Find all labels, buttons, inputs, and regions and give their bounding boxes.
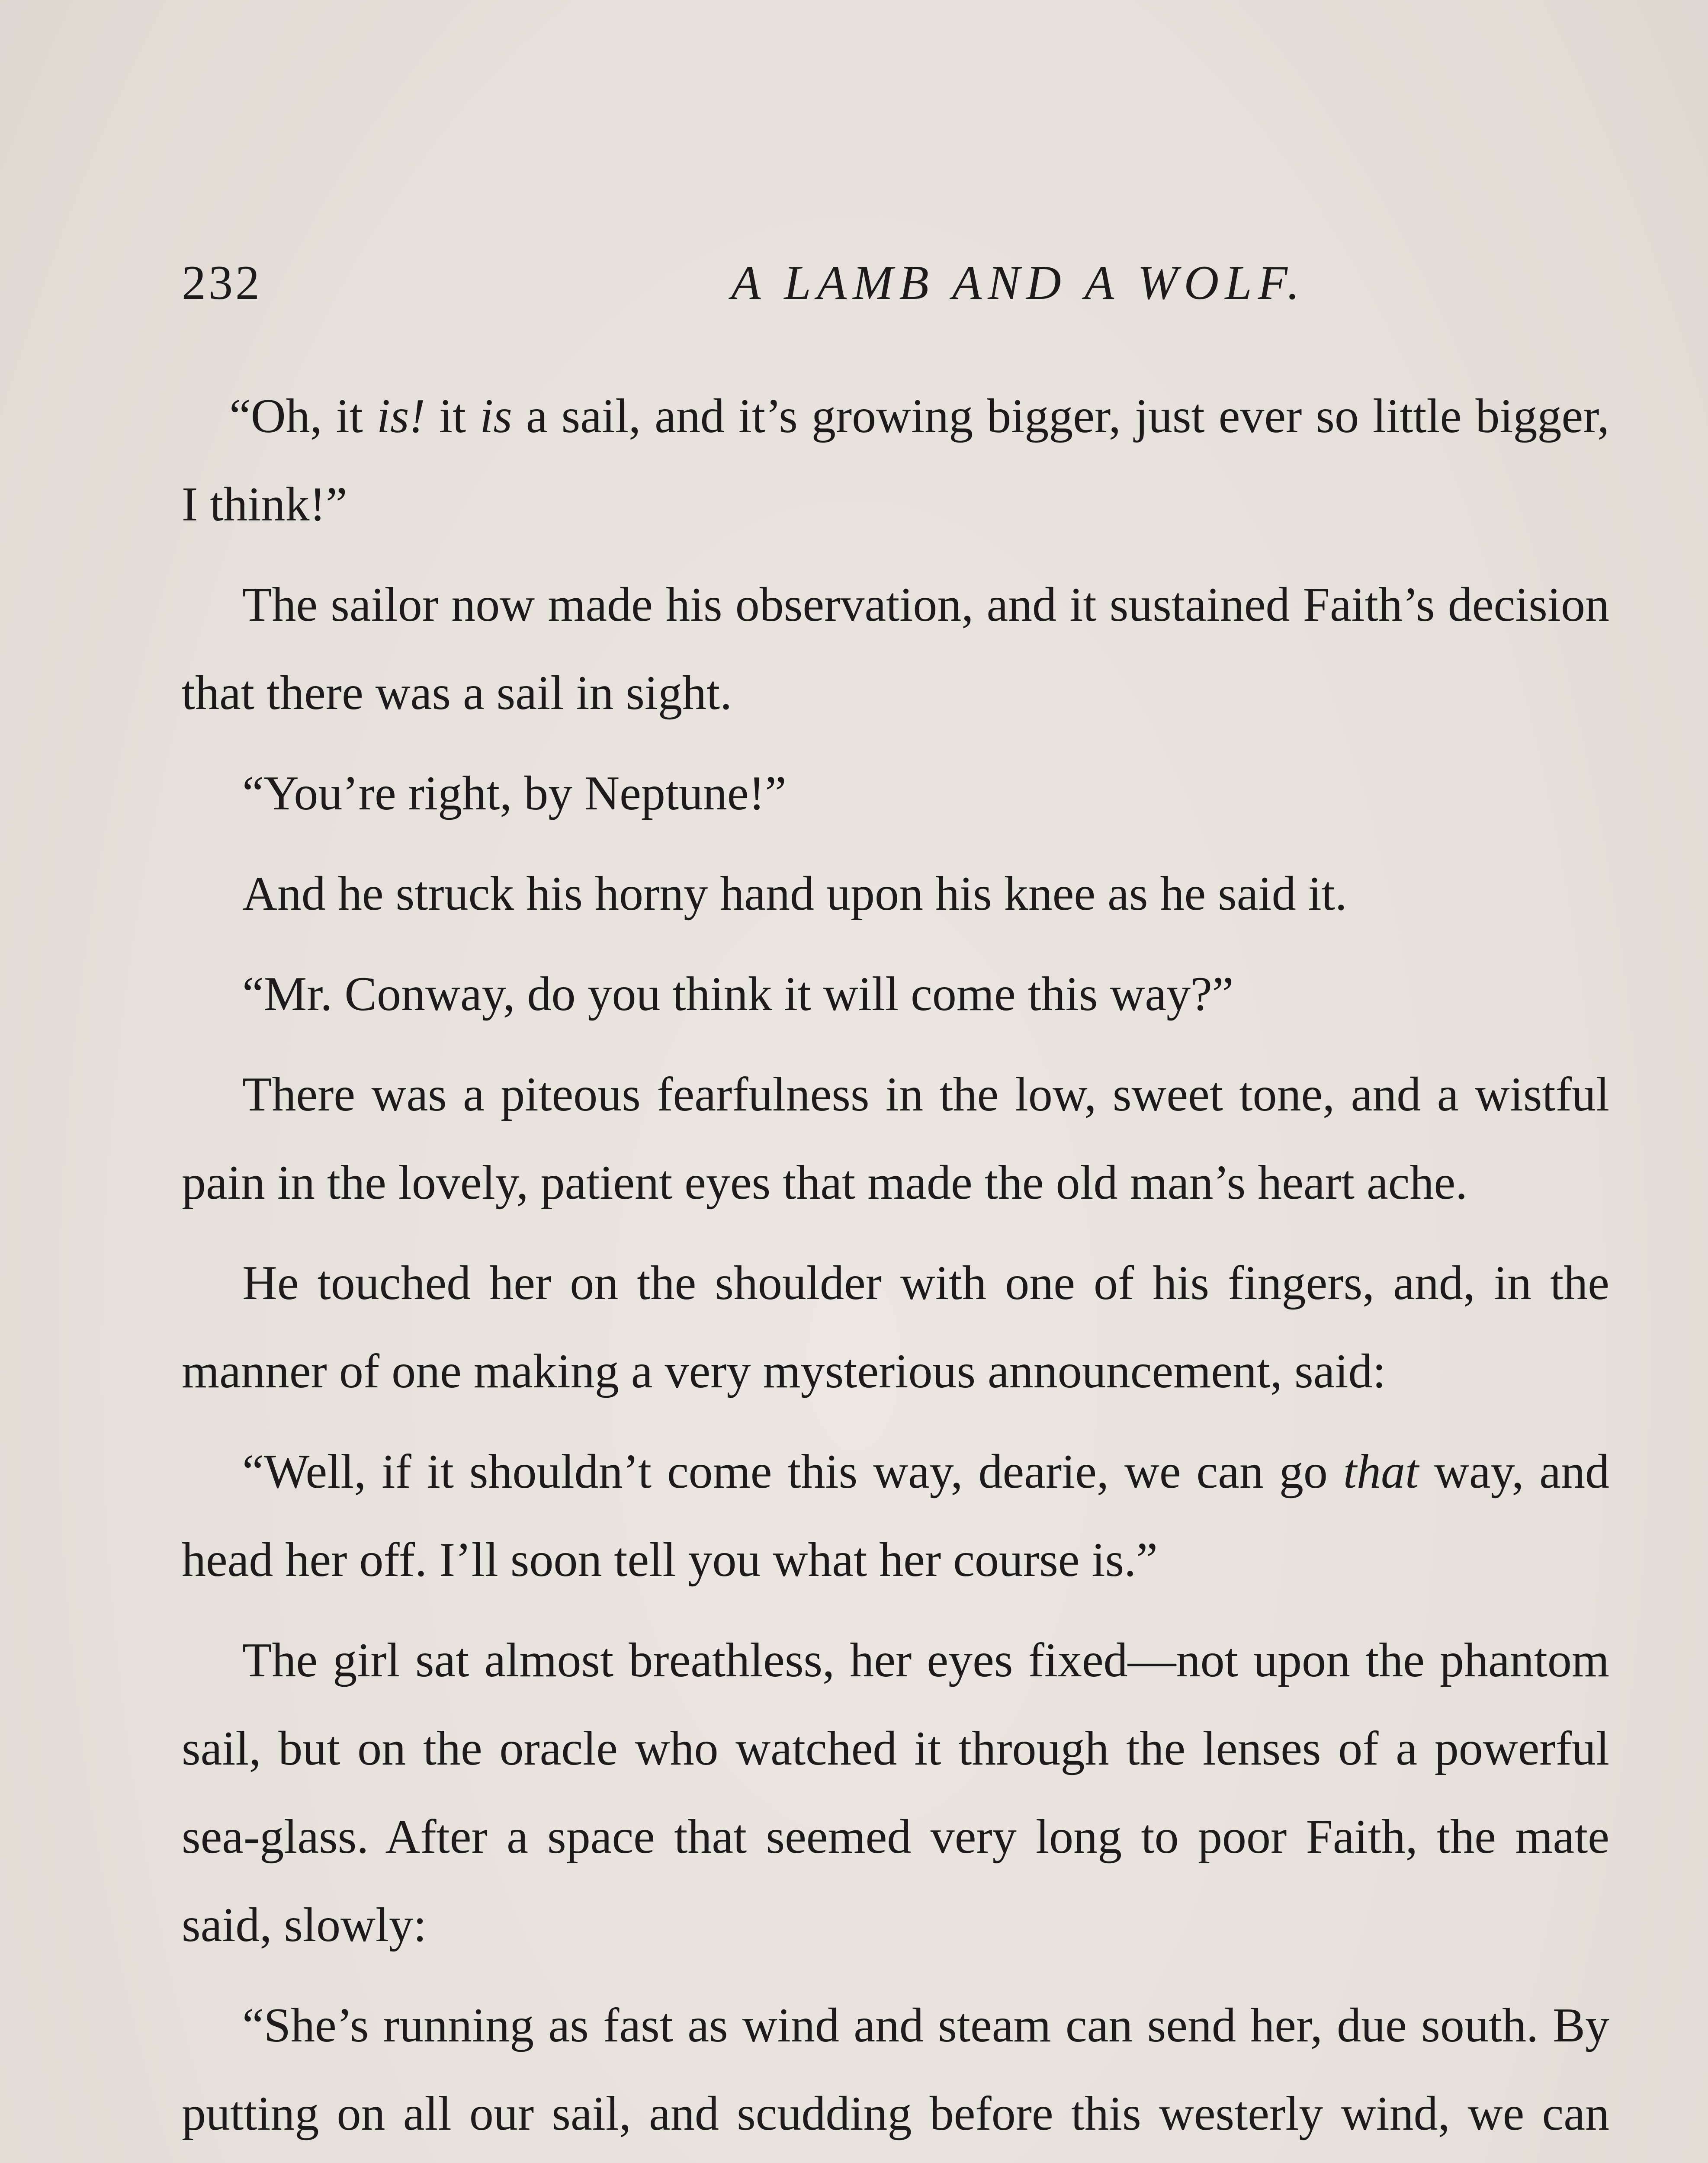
paragraph-2: The sailor now made his observation, and it sustained Faith’s decision that there was a sail in sight.: [182, 578, 1609, 720]
paragraph-7: He touched her on the shoulder with one of his fingers, and, in the manner of one making a very mysterious announcement, said:: [182, 1256, 1609, 1398]
running-title: A LAMB AND A WOLF.: [731, 256, 1306, 310]
paragraph-6: There was a piteous fearfulness in the low, sweet tone, and a wistful pain in the lovely, patient eyes that made the old man’s heart ache.: [182, 1068, 1609, 1210]
body-text: [182, 372, 1609, 2163]
page-header: [182, 255, 1609, 320]
paragraph-1: “Oh, it is! it is a sail, and it’s growing bigger, just ever so little bigger, I think!”: [182, 389, 1610, 531]
page-number: 232: [182, 256, 262, 310]
paragraph-9: The girl sat almost breathless, her eyes fixed—not upon the phantom sail, but on the oracle who watched it through the lenses of a powerful sea-glass. After a space that seemed very long to poor Faith, the mate said, slowly:: [182, 1633, 1609, 1952]
paragraph-4: And he struck his horny hand upon his knee as he said it.: [242, 867, 1347, 921]
paragraph-5: “Mr. Conway, do you think it will come this way?”: [242, 967, 1234, 1021]
paragraph-10: “She’s running as fast as wind and steam can send her, due south. By putting on all our sail, and scudding before this westerly wind, we can: [182, 1999, 1609, 2141]
paragraph-3: “You’re right, by Neptune!”: [242, 767, 787, 820]
paragraph-8: “Well, if it shouldn’t come this way, dearie, we can go that way, and head her off. I’ll soon tell you what her course is.”: [182, 1445, 1609, 1587]
